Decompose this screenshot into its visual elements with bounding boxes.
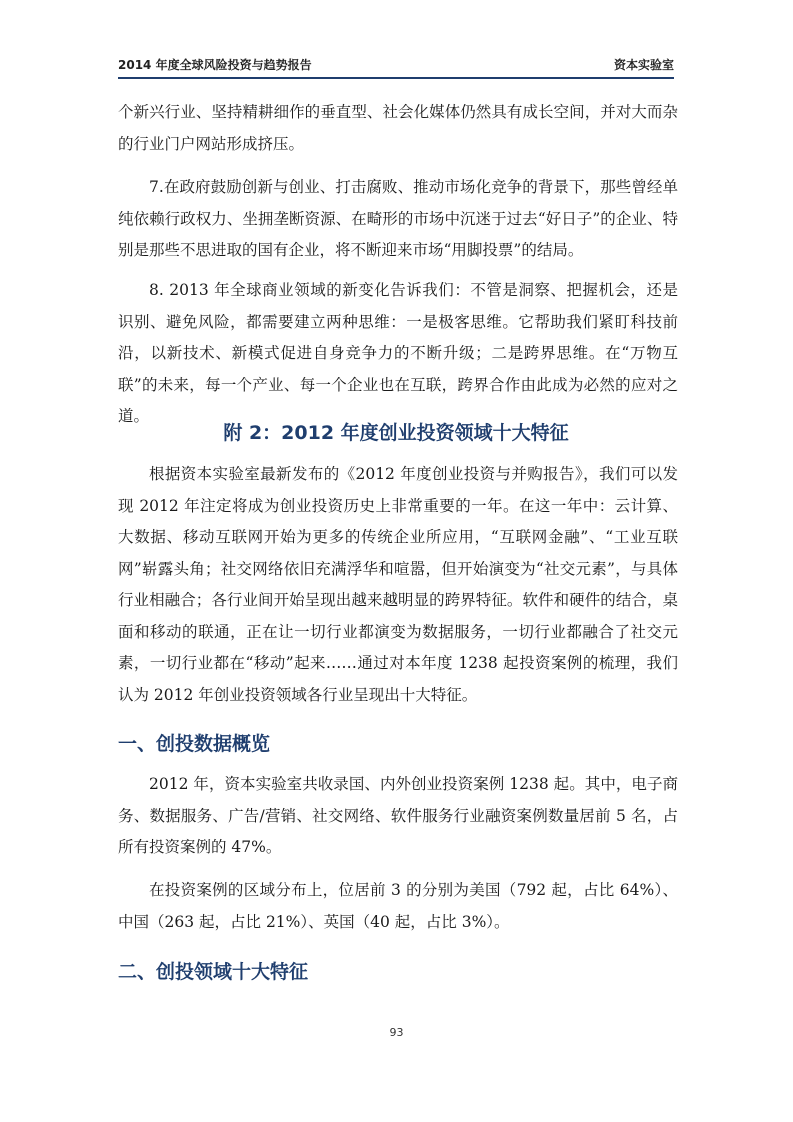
header-organization: 资本实验室: [613, 58, 674, 72]
paragraph-data-summary: 2012 年，资本实验室共收录国、内外创业投资案例 1238 起。其中，电子商务、数据服务、广告/营销、社交网络、软件服务行业融资案例数量居前 5 名，占所有投资案例的 47%。: [118, 775, 678, 856]
header-divider: [118, 77, 674, 79]
paragraph-point-7: 7.在政府鼓励创新与创业、打击腐败、推动市场化竞争的背景下，那些曾经单纯依赖行政权力、坐拥垄断资源、在畸形的市场中沉迷于过去“好日子”的企业、特别是那些不思进取的国有企业，将不断迎来市场“用脚投票”的结局。: [118, 178, 678, 259]
section-heading-ten-features: 二、创投领域十大特征: [118, 961, 309, 983]
header-report-title: 2014 年度全球风险投资与趋势报告: [118, 58, 312, 72]
section-heading-data-overview: 一、创投数据概览: [118, 733, 271, 755]
paragraph-regional-distribution: 在投资案例的区域分布上，位居前 3 的分别为美国（792 起，占比 64%）、中国（263 起，占比 21%）、英国（40 起，占比 3%）。: [118, 881, 678, 931]
appendix-title: 附 2：2012 年度创业投资领域十大特征: [223, 422, 569, 444]
page-header: [118, 56, 674, 72]
page-number: 93: [389, 1026, 404, 1039]
paragraph-continuation: 个新兴行业、坚持精耕细作的垂直型、社会化媒体仍然具有成长空间，并对大而杂的行业门户网站形成挤压。: [118, 103, 678, 153]
paragraph-point-8: 8. 2013 年全球商业领域的新变化告诉我们：不管是洞察、把握机会，还是识别、避免风险，都需要建立两种思维：一是极客思维。它帮助我们紧盯科技前沿，以新技术、新模式促进自身竞争力的不断升级；二是跨界思维。在“万物互联”的未来，每一个产业、每一个企业也在互联，跨界合作由此成为必然的应对之道。: [118, 281, 678, 425]
paragraph-intro: 根据资本实验室最新发布的《2012 年度创业投资与并购报告》，我们可以发现 2012 年注定将成为创业投资历史上非常重要的一年。在这一年中：云计算、大数据、移动互联网开始为更多的传统企业所应用，“互联网金融”、“工业互联网”崭露头角；社交网络依旧充满浮华和喧嚣，但开始演变为“社交元素”，与具体行业相融合；各行业间开始呈现出越来越明显的跨界特征。软件和硬件的结合，桌面和移动的联通，正在让一切行业都演变为数据服务，一切行业都融合了社交元素，一切行业都在“移动”起来……通过对本年度 1238 起投资案例的梳理，我们认为 2012 年创业投资领域各行业呈现出十大特征。: [118, 465, 678, 704]
